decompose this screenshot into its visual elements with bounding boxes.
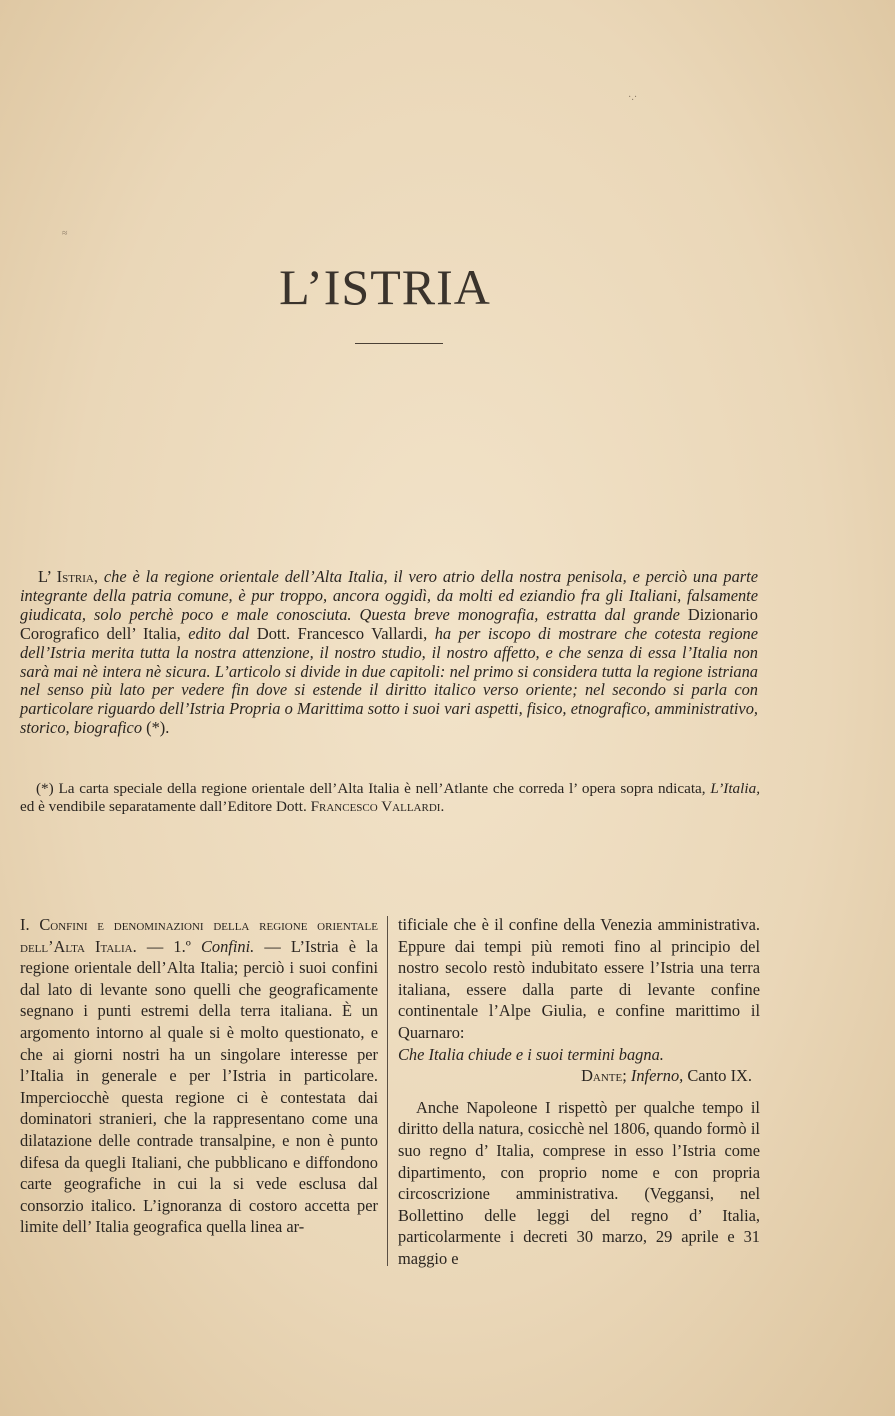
intro-paragraph [20, 568, 758, 738]
intro-text-1: che è la regione orientale dell’Alta Italia, il vero atrio della nostra penisola, e perciò una parte integrante della patria comune, è pur troppo, ancora oggidì, da molti ed eziandio fra gli Italiani, falsamente giudicata, solo perchè poco e male conosciuta. Questa breve monografia, estratta dal grande [20, 567, 759, 624]
intro-text-6: (*). [142, 718, 170, 738]
quote-attribution [398, 1065, 752, 1087]
footnote-text-4: Francesco Vallardi. [310, 798, 445, 815]
attrib-work: Inferno, [626, 1066, 684, 1086]
paper-speck: ·.· [628, 92, 638, 103]
right-column [398, 914, 760, 1270]
footnote-text-1: (*) La carta speciale della regione orientale dell’Alta Italia è nell’Atlante che correda l’ opera sopra ndicata, [36, 780, 711, 797]
left-column [20, 914, 378, 1238]
attrib-canto: Canto IX. [683, 1066, 752, 1086]
intro-text-4: Dott. Francesco Vallardi, [256, 623, 428, 643]
intro-lead: L’ Istria, [38, 567, 98, 586]
page-title: L’ISTRIA [279, 258, 491, 315]
footnote-text-3: ed è vendibile separatamente dall’Editore Dott. [20, 798, 311, 815]
column-divider [387, 916, 388, 1266]
subheading-dash: — [254, 936, 281, 956]
right-column-body-1: tificiale che è il confine della Venezia amministrativa. Eppure dai tempi più remoti fino al principio del nostro secolo restò indubitato essere l’Istria una terra italiana, essere dalla parte di levante confine continentale l’Alpe Giulia, e confine marittimo il Quarnaro: [398, 915, 760, 1042]
intro-text-2: Dizionario Corografico dell’ Italia, [20, 604, 758, 643]
intro-text-3: edito dal [180, 623, 257, 643]
footnote-text-2: L’Italia, [710, 780, 760, 797]
paper-speck: ≈ [62, 228, 68, 239]
intro-text-5: ha per iscopo di mostrare che cotesta regione dell’Istria merita tutta la nostra attenzione, il nostro studio, il nostro affetto, e che senza di essa l’Italia non sarà mai nè intera nè sicura. L’articolo si divide in due capitoli: nel primo si considera tutta la regione istriana nel senso più lato per vedere fin dove si estende il diritto italico verso oriente; nel secondo si parla con particolare riguardo dell’Istria Propria o Marittima sotto i suoi vari aspetti, fisico, etnografico, amministrativo, storico, biografico [20, 623, 759, 738]
title-rule [355, 343, 443, 344]
footnote [20, 780, 760, 816]
subheading-num: — 1.º [136, 936, 201, 956]
left-column-body: L’Istria è la regione orientale dell’Alta Italia; perciò i suoi confini dal lato di levante sono quelli che geograficamente segnano i punti estremi della terra italiana. È un argomento intorno al quale si è molto questionato, e che ai giorni nostri ha un singolare interesse per l’Italia in generale e per l’Istria in particolare. Imperciocchè questa regione ci è contestata dai dominatori stranieri, che la rappresentano come una dilatazione delle contrade transalpine, e non è punto difesa da quegli Italiani, che pubblicano e diffondono carte geografiche in cui la si vede esclusa dal consorzio italico. L’ignoranza di costoro accetta per limite dell’ Italia geografica quella linea ar- [20, 936, 378, 1237]
right-column-body-2: Anche Napoleone I rispettò per qualche tempo il diritto della natura, cosicchè nel 1806, quando formò il suo regno d’ Italia, comprese in esso l’Istria come dipartimento, con proprio nome e con propria circoscrizione amministrativa. (Veggansi, nel Bollettino delle leggi del regno d’ Italia, particolarmente i decreti 30 marzo, 29 aprile e 31 maggio e [398, 1097, 760, 1268]
dante-quote: Che Italia chiude e i suoi termini bagna. [398, 1044, 664, 1064]
subheading-title: Confini. [200, 936, 255, 956]
section-heading: I. Confini e denominazioni della regione orientale dell’Alta Italia. [20, 915, 378, 956]
attrib-author: Dante; [581, 1066, 627, 1086]
